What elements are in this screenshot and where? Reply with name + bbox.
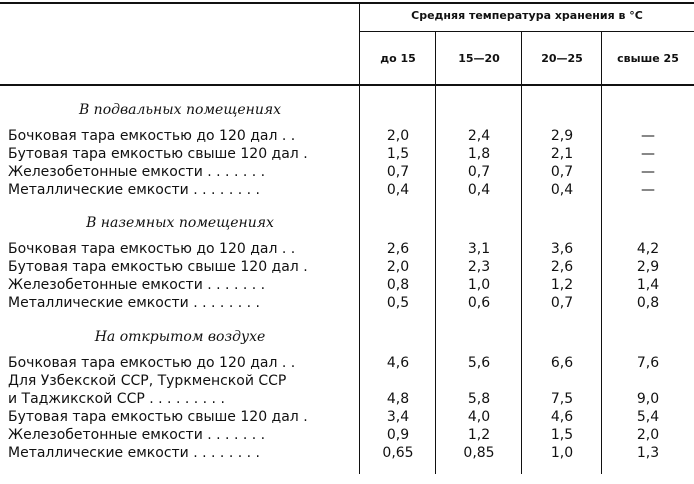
cell: 2,0 <box>636 427 660 443</box>
cell: 4,0 <box>467 409 491 425</box>
cell: 4,6 <box>550 409 574 425</box>
row-label: Металлические емкости . . . . . . . . <box>8 445 260 461</box>
row-label: Железобетонные емкости . . . . . . . <box>8 427 266 443</box>
cell: — <box>641 164 655 180</box>
table-row <box>0 427 694 444</box>
row-label: Бочковая тара емкостью до 120 дал . . <box>8 355 296 371</box>
row-label: Бочковая тара емкостью до 120 дал . . <box>8 128 296 144</box>
cell: 1,0 <box>467 277 491 293</box>
row-label: Бутовая тара емкостью свыше 120 дал . <box>8 259 308 275</box>
cell: 2,9 <box>636 259 660 275</box>
cell: — <box>641 182 655 198</box>
cell: 0,7 <box>550 295 574 311</box>
cell: 0,5 <box>386 295 410 311</box>
section-title: В подвальных помещениях <box>78 102 282 118</box>
cell: 2,6 <box>550 259 574 275</box>
table-row <box>0 295 694 312</box>
row-label: Бутовая тара емкостью свыше 120 дал . <box>8 409 308 425</box>
table-row <box>0 182 694 199</box>
cell: 0,6 <box>467 295 491 311</box>
cell: 1,4 <box>636 277 660 293</box>
table-row <box>0 409 694 426</box>
cell: 4,6 <box>386 355 410 371</box>
row-label: Для Узбекской ССР, Туркменской ССР <box>8 373 287 389</box>
cell: 2,4 <box>467 128 491 144</box>
table-row <box>0 355 694 372</box>
header-col-4: свыше 25 <box>617 52 679 65</box>
cell: 2,0 <box>386 259 410 275</box>
header-main: Средняя температура хранения в °С <box>411 9 643 22</box>
cell: 0,4 <box>386 182 410 198</box>
table-row <box>0 373 694 390</box>
section-title: На открытом воздухе <box>94 329 266 345</box>
cell: 1,2 <box>467 427 491 443</box>
cell: 1,8 <box>467 146 491 162</box>
cell: 1,5 <box>386 146 410 162</box>
row-label: Металлические емкости . . . . . . . . <box>8 182 260 198</box>
cell: 0,4 <box>467 182 491 198</box>
row-label: Железобетонные емкости . . . . . . . <box>8 277 266 293</box>
cell: 1,0 <box>550 445 574 461</box>
table-row <box>0 259 694 276</box>
cell: 2,1 <box>550 146 574 162</box>
row-label: Бочковая тара емкостью до 120 дал . . <box>8 241 296 257</box>
cell: 0,7 <box>386 164 410 180</box>
cell: 1,5 <box>550 427 574 443</box>
cell: 0,7 <box>550 164 574 180</box>
section-title: В наземных помещениях <box>86 215 274 231</box>
header-col-2: 15—20 <box>458 52 500 65</box>
cell: 0,4 <box>550 182 574 198</box>
row-label: Бутовая тара емкостью свыше 120 дал . <box>8 146 308 162</box>
cell: 0,85 <box>463 445 495 461</box>
cell: — <box>641 128 655 144</box>
table-row <box>0 146 694 163</box>
table-row <box>0 241 694 258</box>
cell: 2,3 <box>467 259 491 275</box>
cell: 3,4 <box>386 409 410 425</box>
cell: 1,2 <box>550 277 574 293</box>
cell: 0,8 <box>386 277 410 293</box>
table-row <box>0 277 694 294</box>
table-row <box>0 391 694 408</box>
cell: 3,6 <box>550 241 574 257</box>
cell: 3,1 <box>467 241 491 257</box>
cell: 2,6 <box>386 241 410 257</box>
cell: 4,8 <box>386 391 410 407</box>
cell: 4,2 <box>636 241 660 257</box>
row-label: и Таджикской ССР . . . . . . . . . <box>8 391 225 407</box>
cell: 5,8 <box>467 391 491 407</box>
cell: 5,4 <box>636 409 660 425</box>
cell: 0,65 <box>382 445 414 461</box>
header-sub-rule <box>360 31 694 32</box>
cell: 2,0 <box>386 128 410 144</box>
table-row <box>0 445 694 462</box>
table-row <box>0 164 694 181</box>
cell: 5,6 <box>467 355 491 371</box>
cell: 7,5 <box>550 391 574 407</box>
cell: 2,9 <box>550 128 574 144</box>
row-label: Металлические емкости . . . . . . . . <box>8 295 260 311</box>
header-col-3: 20—25 <box>541 52 583 65</box>
cell: 9,0 <box>636 391 660 407</box>
header-bottom-rule <box>0 84 694 86</box>
cell: 7,6 <box>636 355 660 371</box>
header-col-1: до 15 <box>380 52 416 65</box>
cell: 1,3 <box>636 445 660 461</box>
cell: 0,7 <box>467 164 491 180</box>
cell: 0,9 <box>386 427 410 443</box>
cell: 0,8 <box>636 295 660 311</box>
row-label: Железобетонные емкости . . . . . . . <box>8 164 266 180</box>
cell: 6,6 <box>550 355 574 371</box>
cell: — <box>641 146 655 162</box>
top-rule <box>0 2 694 4</box>
table-row <box>0 128 694 145</box>
